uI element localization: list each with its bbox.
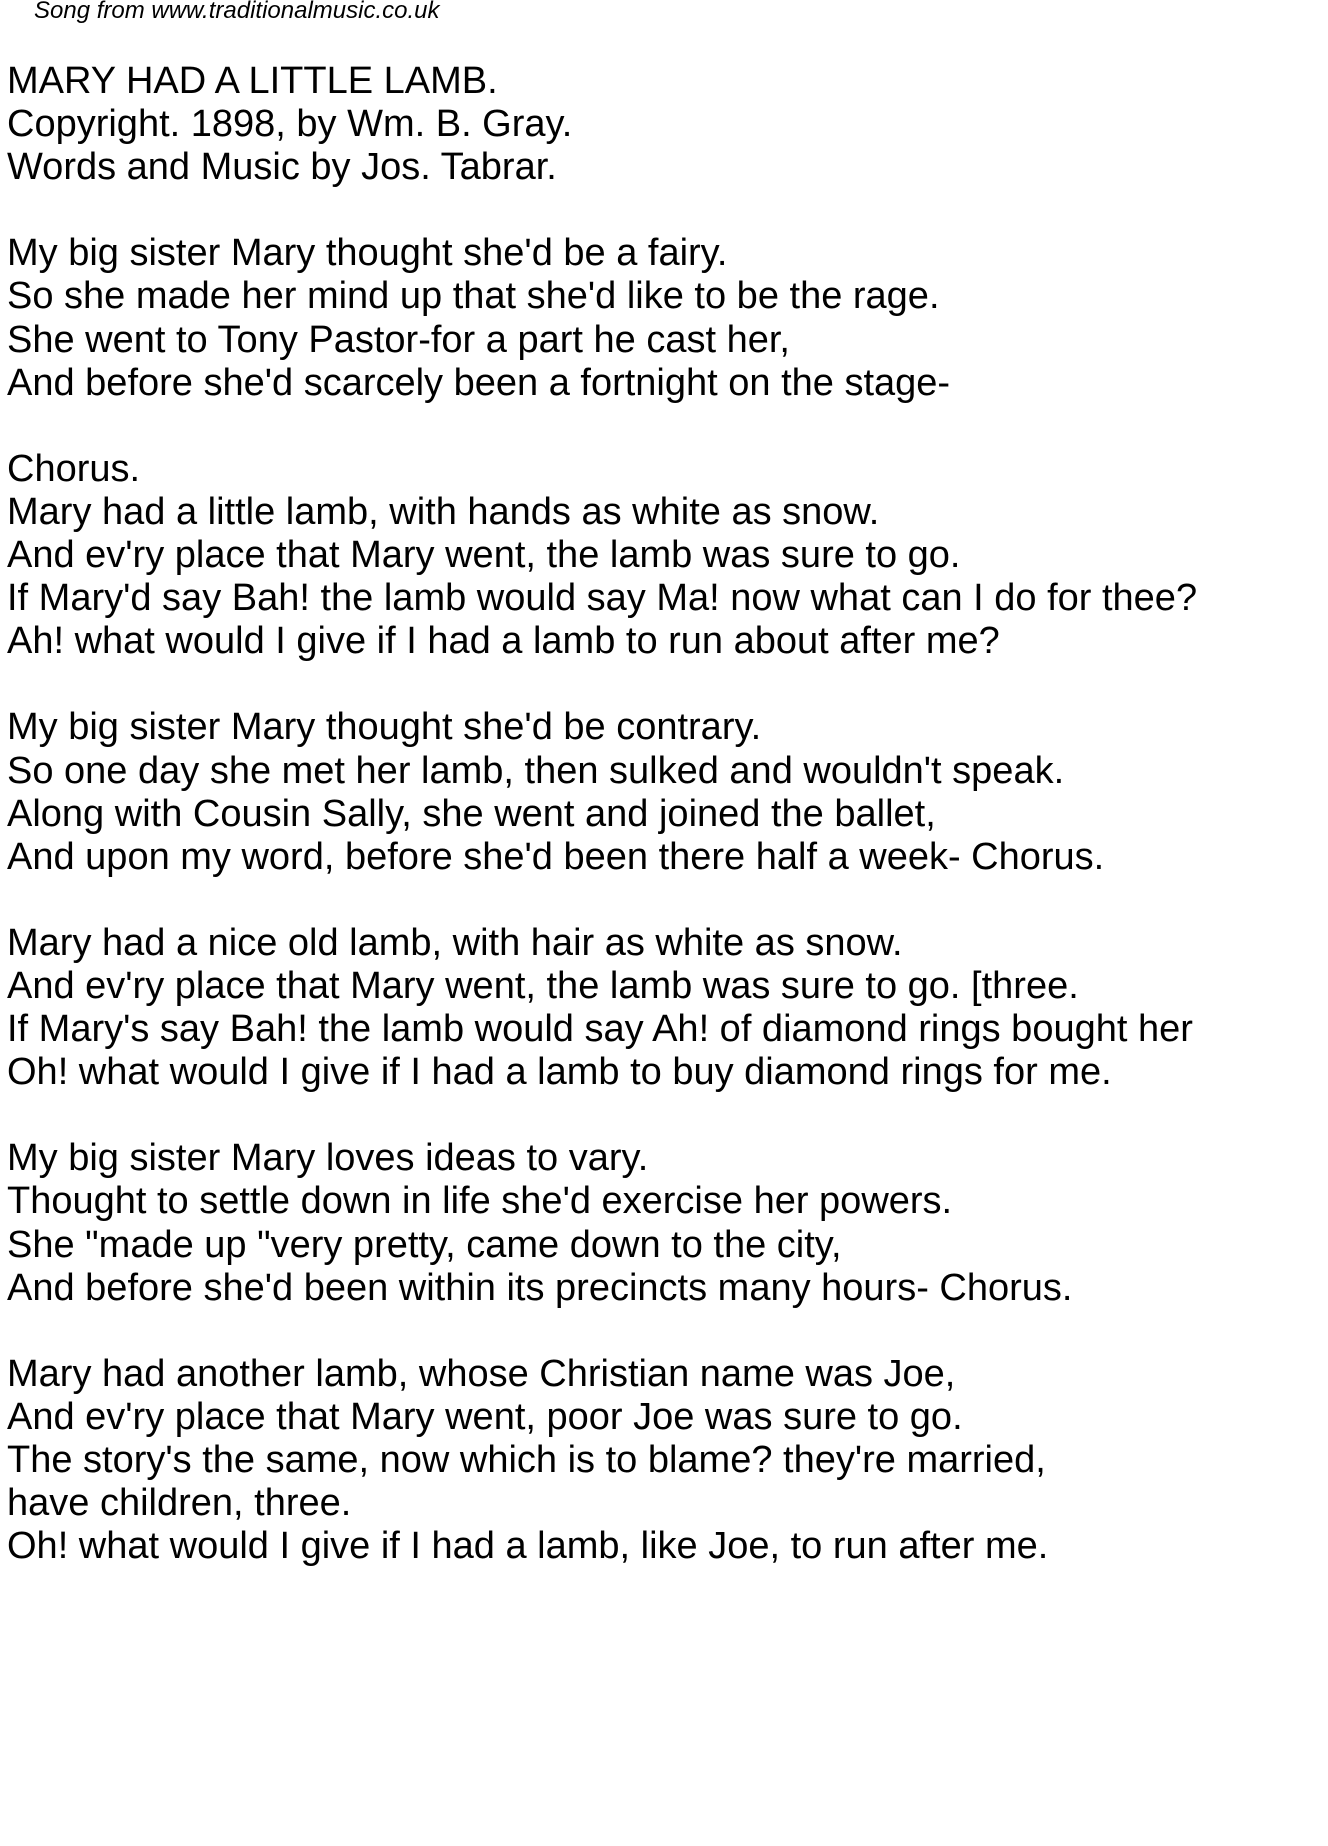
blank-line	[7, 879, 1328, 922]
verse-line: The story's the same, now which is to blame? they're married,	[7, 1439, 1046, 1481]
song-title: MARY HAD A LITTLE LAMB.	[7, 60, 498, 102]
verse-line: So she made her mind up that she'd like to be the rage.	[7, 275, 940, 318]
verse-line: My big sister Mary loves ideas to vary.	[7, 1137, 649, 1180]
verse-line: Oh! what would I give if I had a lamb, like Joe, to run after me.	[7, 1525, 1049, 1568]
verse-line: have children, three.	[7, 1482, 352, 1525]
chorus-line: If Mary'd say Bah! the lamb would say Ma! now what can I do for thee?	[7, 577, 1198, 620]
verse-line: And upon my word, before she'd been there half a week- Chorus.	[7, 835, 1105, 878]
source-credit: Song from www.traditionalmusic.co.uk	[34, 0, 440, 24]
verse-line: So one day she met her lamb, then sulked and wouldn't speak.	[7, 749, 1065, 792]
copyright-line: Copyright. 1898, by Wm. B. Gray.	[7, 103, 573, 146]
verse-line: And ev'ry place that Mary went, the lamb was sure to go. [three.	[7, 964, 1079, 1007]
blank-line	[7, 1310, 1328, 1353]
verse-line: Along with Cousin Sally, she went and joined the ballet,	[7, 792, 936, 835]
verse-line: And ev'ry place that Mary went, poor Joe was sure to go.	[7, 1395, 963, 1438]
verse-line: Thought to settle down in life she'd exercise her powers.	[7, 1180, 953, 1223]
verse-line: Mary had another lamb, whose Christian name was Joe,	[7, 1352, 956, 1395]
blank-line	[7, 1094, 1328, 1137]
chorus-heading: Chorus.	[7, 447, 141, 490]
credits-line: Words and Music by Jos. Tabrar.	[7, 146, 557, 189]
chorus-line: And ev'ry place that Mary went, the lamb was sure to go.	[7, 534, 961, 577]
chorus-line: Ah! what would I give if I had a lamb to run about after me?	[7, 620, 1000, 663]
blank-line	[7, 663, 1328, 706]
verse-line: And before she'd scarcely been a fortnight on the stage-	[7, 361, 951, 404]
verse-line: She "made up "very pretty, came down to the city,	[7, 1223, 842, 1266]
verse-line: My big sister Mary thought she'd be contrary.	[7, 706, 762, 749]
verse-line: And before she'd been within its precincts many hours- Chorus.	[7, 1266, 1073, 1309]
verse-line: My big sister Mary thought she'd be a fairy.	[7, 232, 728, 275]
verse-line: Mary had a nice old lamb, with hair as white as snow.	[7, 921, 903, 964]
song-lyrics	[7, 60, 1328, 1568]
verse-line: If Mary's say Bah! the lamb would say Ah! of diamond rings bought her	[7, 1008, 1193, 1051]
chorus-line: Mary had a little lamb, with hands as white as snow.	[7, 490, 880, 533]
verse-line: Oh! what would I give if I had a lamb to buy diamond rings for me.	[7, 1051, 1112, 1094]
blank-line	[7, 189, 1328, 232]
verse-line: She went to Tony Pastor-for a part he cast her,	[7, 318, 790, 361]
blank-line	[7, 405, 1328, 448]
